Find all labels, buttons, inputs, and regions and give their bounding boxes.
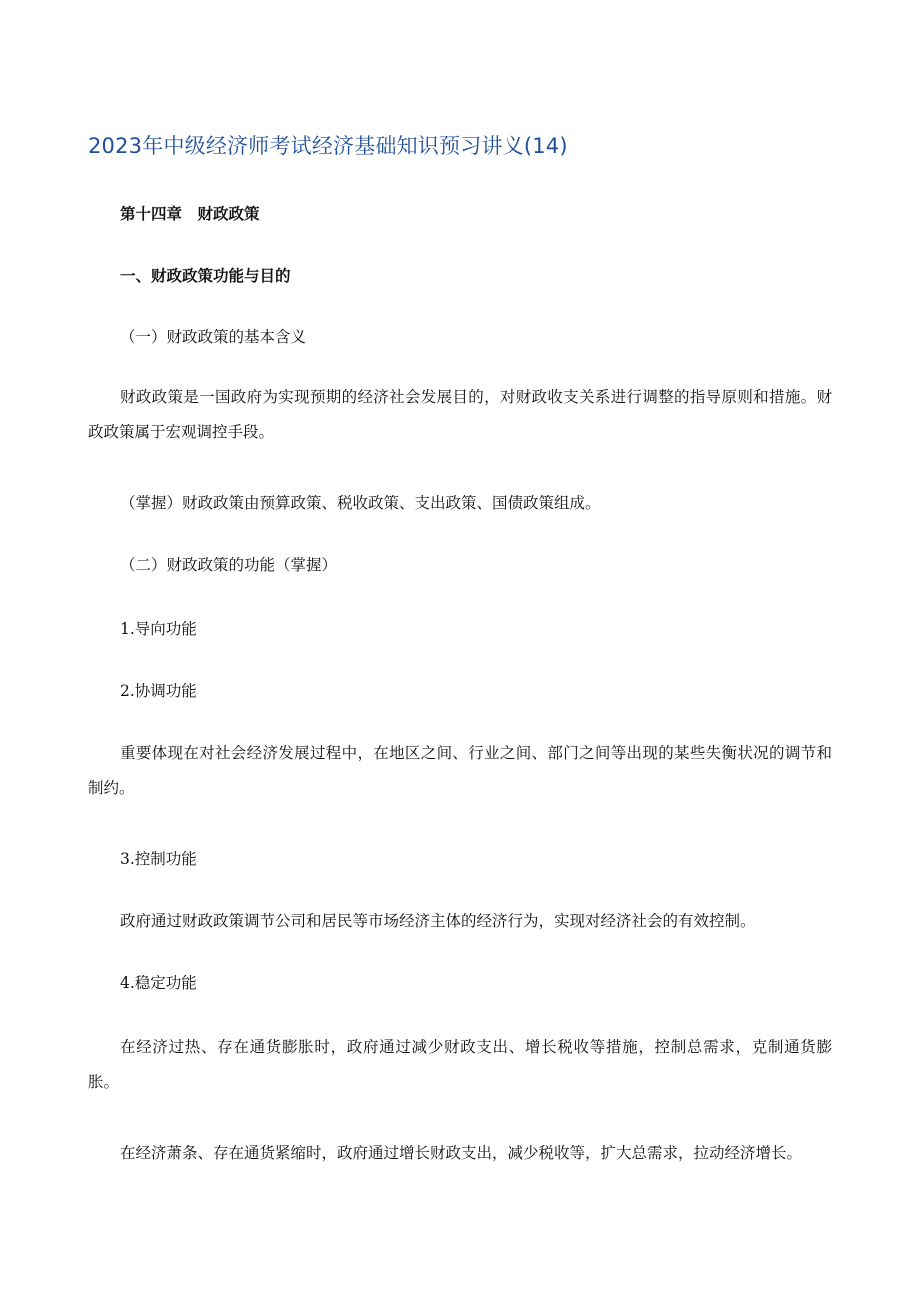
paragraph: 重要体现在对社会经济发展过程中，在地区之间、行业之间、部门之间等出现的某些失衡状况的调节和制约。 [88,744,832,797]
subsection-heading: （一）财政政策的基本含义 [120,328,307,346]
section-heading: 一、财政政策功能与目的 [120,266,291,285]
document-title: 2023年中级经济师考试经济基础知识预习讲义(14) [88,134,568,158]
list-item-heading: 2.协调功能 [120,682,197,700]
paragraph: （掌握）财政政策由预算政策、税收政策、支出政策、国债政策组成。 [120,494,601,512]
subsection-heading: （二）财政政策的功能（掌握） [120,556,338,574]
paragraph: 在经济过热、存在通货膨胀时，政府通过减少财政支出、增长税收等措施，控制总需求，克制通货膨胀。 [88,1038,832,1091]
paragraph: 在经济萧条、存在通货紧缩时，政府通过增长财政支出，减少税收等，扩大总需求，拉动经济增长。 [120,1144,803,1162]
chapter-heading: 第十四章 财政政策 [120,204,260,223]
paragraph: 政府通过财政政策调节公司和居民等市场经济主体的经济行为，实现对经济社会的有效控制。 [120,912,756,930]
paragraph: 财政政策是一国政府为实现预期的经济社会发展目的，对财政收支关系进行调整的指导原则和措施。财政政策属于宏观调控手段。 [88,388,832,441]
list-item-heading: 1.导向功能 [120,620,197,638]
list-item-heading: 3.控制功能 [120,850,197,868]
list-item-heading: 4.稳定功能 [120,974,197,992]
